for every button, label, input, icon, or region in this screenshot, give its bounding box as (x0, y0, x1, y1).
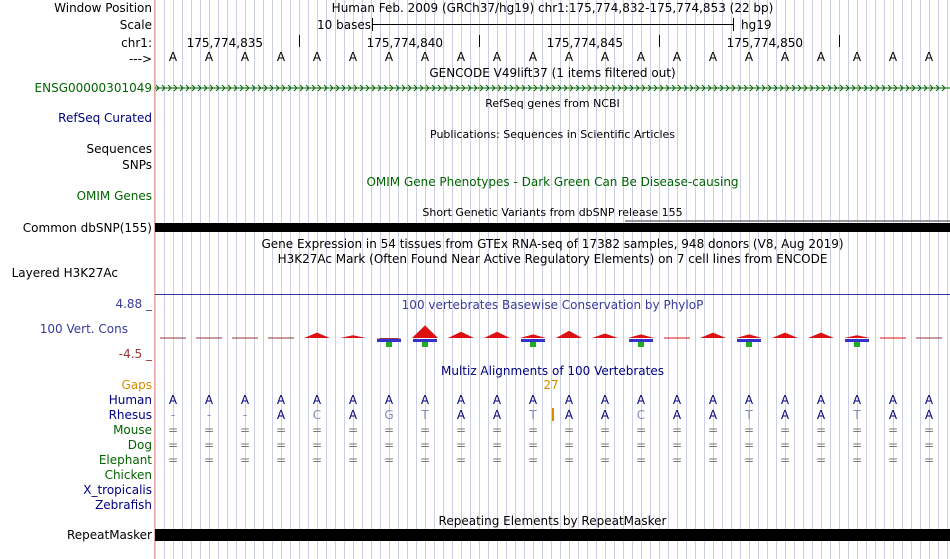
sequence-base: A (276, 50, 286, 64)
window-position-title: Human Feb. 2009 (GRCh37/hg19) chr1:175,774,832-175,774,853 (22 bp) (331, 1, 774, 15)
elephant-base: = (491, 453, 503, 467)
repeatmasker-element-bar[interactable] (155, 529, 950, 541)
species-chicken-label[interactable]: Chicken (104, 468, 152, 482)
dog-base: = (815, 438, 827, 452)
rhesus-base: A (816, 408, 826, 422)
dog-base: = (311, 438, 323, 452)
dbsnp-track-title: Short Genetic Variants from dbSNP release 155 (422, 206, 683, 219)
elephant-base: = (275, 453, 287, 467)
conserved-element-mark (413, 339, 437, 342)
phylop-score-mark (772, 333, 798, 338)
coord-label-2: 175,774,840 (366, 36, 443, 50)
dog-base: = (203, 438, 215, 452)
rhesus-base: A (924, 408, 934, 422)
mouse-base: = (311, 423, 323, 437)
mouse-base: = (491, 423, 503, 437)
phylop-score-mark (628, 334, 654, 338)
rhesus-base: - (242, 408, 248, 422)
gaps-label: Gaps (121, 378, 152, 392)
human-base: A (492, 393, 502, 407)
dog-base: = (383, 438, 395, 452)
mouse-base: = (563, 423, 575, 437)
rhesus-base: A (456, 408, 466, 422)
human-base: A (600, 393, 610, 407)
dog-base: = (635, 438, 647, 452)
rhesus-base: - (206, 408, 212, 422)
phylop-top-border (155, 294, 950, 295)
conserved-element-mark (737, 339, 761, 342)
conserved-element-mark (530, 342, 536, 347)
mouse-base: = (527, 423, 539, 437)
elephant-base: = (671, 453, 683, 467)
scale-bar-text: 10 bases (317, 18, 371, 32)
sequence-base: A (816, 50, 826, 64)
elephant-base: = (203, 453, 215, 467)
scale-bar-left-cap (372, 18, 373, 31)
gencode-track-title: GENCODE V49lift37 (1 items filtered out) (429, 66, 676, 80)
human-base: A (348, 393, 358, 407)
rhesus-base: A (708, 408, 718, 422)
multiz-track-title: Multiz Alignments of 100 Vertebrates (440, 364, 665, 378)
h3k27ac-track-title: H3K27Ac Mark (Often Found Near Active Regulatory Elements) on 7 cell lines from ENCODE (277, 252, 828, 266)
elephant-base: = (167, 453, 179, 467)
dbsnp-variant-bar[interactable] (155, 223, 950, 232)
rhesus-base: T (745, 408, 753, 422)
elephant-base: = (455, 453, 467, 467)
sequence-base: A (420, 50, 430, 64)
sequence-base: A (168, 50, 178, 64)
phylop-score-mark (808, 333, 834, 338)
human-base: A (528, 393, 538, 407)
human-base: A (672, 393, 682, 407)
sequence-base: A (384, 50, 394, 64)
scale-bar (372, 24, 733, 25)
strand-label: ---> (128, 52, 152, 66)
assembly-label: hg19 (741, 18, 772, 32)
human-base: A (204, 393, 214, 407)
sequence-base: A (492, 50, 502, 64)
rhesus-base: T (529, 408, 537, 422)
sequence-base: A (924, 50, 934, 64)
rhesus-base: A (564, 408, 574, 422)
mouse-base: = (707, 423, 719, 437)
species-zebrafish-label[interactable]: Zebrafish (95, 498, 152, 512)
rhesus-base: A (348, 408, 358, 422)
elephant-base: = (707, 453, 719, 467)
mouse-base: = (419, 423, 431, 437)
mouse-base: = (671, 423, 683, 437)
dog-base: = (419, 438, 431, 452)
genome-browser-track-area[interactable] (155, 0, 950, 559)
snps-label: SNPs (122, 158, 152, 172)
elephant-base: = (743, 453, 755, 467)
refseq-track-title: RefSeq genes from NCBI (485, 97, 620, 110)
dog-base: = (239, 438, 251, 452)
elephant-base: = (239, 453, 251, 467)
sequence-base: A (528, 50, 538, 64)
omim-track-title: OMIM Gene Phenotypes - Dark Green Can Be Disease-causing (366, 175, 739, 189)
dog-base: = (743, 438, 755, 452)
elephant-base: = (311, 453, 323, 467)
coord-label-1: 175,774,835 (186, 36, 263, 50)
elephant-base: = (419, 453, 431, 467)
sequence-base: A (456, 50, 466, 64)
dog-base: = (707, 438, 719, 452)
dog-base: = (527, 438, 539, 452)
sequence-base: A (636, 50, 646, 64)
mouse-base: = (203, 423, 215, 437)
human-base: A (924, 393, 934, 407)
human-base: A (384, 393, 394, 407)
human-base: A (708, 393, 718, 407)
mouse-base: = (599, 423, 611, 437)
species-human-label[interactable]: Human (108, 393, 152, 407)
mouse-base: = (779, 423, 791, 437)
sequence-base: A (348, 50, 358, 64)
phylop-score-mark (520, 334, 546, 338)
common-dbsnp-label: Common dbSNP(155) (22, 221, 152, 235)
sequence-base: A (312, 50, 322, 64)
sequence-base: A (708, 50, 718, 64)
phylop-score-mark (340, 335, 366, 338)
phylop-score-mark (700, 333, 726, 338)
window-position-label: Window Position (54, 1, 152, 15)
phylop-score-mark (448, 332, 474, 338)
publications-track-title: Publications: Sequences in Scientific Articles (430, 128, 675, 141)
elephant-base: = (779, 453, 791, 467)
mouse-base: = (275, 423, 287, 437)
conserved-element-mark (746, 342, 752, 347)
dog-base: = (779, 438, 791, 452)
elephant-base: = (815, 453, 827, 467)
rhesus-base: G (384, 408, 394, 422)
rhesus-base: A (888, 408, 898, 422)
conserved-element-mark (854, 342, 860, 347)
scale-bar-right-cap (733, 18, 734, 31)
rhesus-base: T (421, 408, 429, 422)
gencode-gene-line[interactable] (155, 81, 950, 95)
dbsnp-variant-secondary-bar (625, 220, 950, 222)
scale-label: Scale (119, 18, 152, 32)
sequence-base: A (780, 50, 790, 64)
elephant-base: = (635, 453, 647, 467)
species-dog-label[interactable]: Dog (127, 438, 152, 452)
phylop-score-mark (736, 334, 762, 338)
conserved-element-mark (629, 339, 653, 342)
conserved-element-mark (377, 339, 401, 342)
rhesus-base: A (600, 408, 610, 422)
repeatmasker-track-title: Repeating Elements by RepeatMasker (438, 514, 667, 528)
mouse-base: = (167, 423, 179, 437)
elephant-base: = (923, 453, 935, 467)
elephant-base: = (599, 453, 611, 467)
omim-genes-label[interactable]: OMIM Genes (76, 189, 152, 203)
conserved-element-mark (638, 342, 644, 347)
human-base: A (312, 393, 322, 407)
sequence-base: A (564, 50, 574, 64)
dog-base: = (923, 438, 935, 452)
rhesus-base: A (276, 408, 286, 422)
mouse-base: = (455, 423, 467, 437)
gap-count-label: 27 (543, 378, 559, 392)
phylop-score-mark (484, 332, 510, 338)
mouse-base: = (815, 423, 827, 437)
track-label-sidebar (0, 0, 154, 559)
mouse-base: = (923, 423, 935, 437)
human-base: A (636, 393, 646, 407)
sequence-base: A (600, 50, 610, 64)
species-rhesus-label[interactable]: Rhesus (108, 408, 152, 422)
mouse-base: = (383, 423, 395, 437)
rhesus-base: A (672, 408, 682, 422)
dog-base: = (275, 438, 287, 452)
human-base: A (420, 393, 430, 407)
dog-base: = (491, 438, 503, 452)
phylop-conservation-graph[interactable] (155, 320, 950, 360)
mouse-base: = (851, 423, 863, 437)
coord-tick-1 (299, 35, 300, 47)
phylop-score-mark (556, 331, 582, 338)
dog-base: = (887, 438, 899, 452)
repeatmasker-label: RepeatMasker (66, 528, 152, 542)
human-base: A (888, 393, 898, 407)
conserved-element-mark (386, 342, 392, 347)
gencode-item-label[interactable]: ENSG00000301049 (34, 81, 152, 95)
coord-tick-2 (479, 35, 480, 47)
dog-base: = (455, 438, 467, 452)
rhesus-base: - (170, 408, 176, 422)
sequence-base: A (744, 50, 754, 64)
species-mouse-label[interactable]: Mouse (113, 423, 152, 437)
mouse-base: = (239, 423, 251, 437)
sequence-base: A (672, 50, 682, 64)
sequence-base: A (852, 50, 862, 64)
human-base: A (240, 393, 250, 407)
phylop-min-label: -4.5 _ (118, 347, 152, 361)
rhesus-base: C (312, 408, 322, 422)
conserved-element-mark (845, 339, 869, 342)
elephant-base: = (383, 453, 395, 467)
sequence-base: A (204, 50, 214, 64)
rhesus-base: A (492, 408, 502, 422)
sequence-base: A (888, 50, 898, 64)
dog-base: = (671, 438, 683, 452)
mouse-base: = (743, 423, 755, 437)
refseq-curated-label[interactable]: RefSeq Curated (58, 111, 152, 125)
gtex-track-title: Gene Expression in 54 tissues from GTEx RNA-seq of 17382 samples, 948 donors (V8, Aug 2019) (261, 237, 844, 251)
mouse-base: = (347, 423, 359, 437)
human-base: A (168, 393, 178, 407)
phylop-score-mark (844, 335, 870, 338)
elephant-base: = (563, 453, 575, 467)
conserved-element-mark (521, 339, 545, 342)
rhesus-base: C (636, 408, 646, 422)
phylop-score-mark (592, 334, 618, 339)
chromosome-label: chr1: (121, 36, 152, 50)
dog-base: = (347, 438, 359, 452)
elephant-base: = (527, 453, 539, 467)
rhesus-base: T (853, 408, 861, 422)
vert-cons-label: 100 Vert. Cons (39, 322, 128, 336)
human-base: A (456, 393, 466, 407)
species-elephant-label[interactable]: Elephant (98, 453, 152, 467)
dog-base: = (563, 438, 575, 452)
human-base: A (276, 393, 286, 407)
dog-base: = (167, 438, 179, 452)
human-base: A (564, 393, 574, 407)
coord-tick-3 (659, 35, 660, 47)
gap-insertion-marker (552, 408, 554, 421)
elephant-base: = (887, 453, 899, 467)
coord-label-3: 175,774,845 (546, 36, 623, 50)
human-base: A (744, 393, 754, 407)
human-base: A (780, 393, 790, 407)
human-base: A (816, 393, 826, 407)
sequence-base: A (240, 50, 250, 64)
elephant-base: = (851, 453, 863, 467)
phylop-track-title: 100 vertebrates Basewise Conservation by PhyloP (401, 298, 704, 312)
mouse-base: = (635, 423, 647, 437)
phylop-score-mark (304, 333, 330, 338)
dog-base: = (851, 438, 863, 452)
mouse-base: = (887, 423, 899, 437)
species-xtropicalis-label[interactable]: X_tropicalis (83, 483, 152, 497)
phylop-max-label: 4.88 _ (115, 297, 152, 311)
phylop-score-mark (412, 325, 438, 338)
elephant-base: = (347, 453, 359, 467)
dog-base: = (599, 438, 611, 452)
conserved-element-mark (422, 342, 428, 347)
rhesus-base: A (780, 408, 790, 422)
layered-h3k27ac-label: Layered H3K27Ac (11, 266, 118, 280)
coord-label-4: 175,774,850 (726, 36, 803, 50)
coord-tick-4 (839, 35, 840, 47)
sequences-label: Sequences (86, 142, 152, 156)
human-base: A (852, 393, 862, 407)
